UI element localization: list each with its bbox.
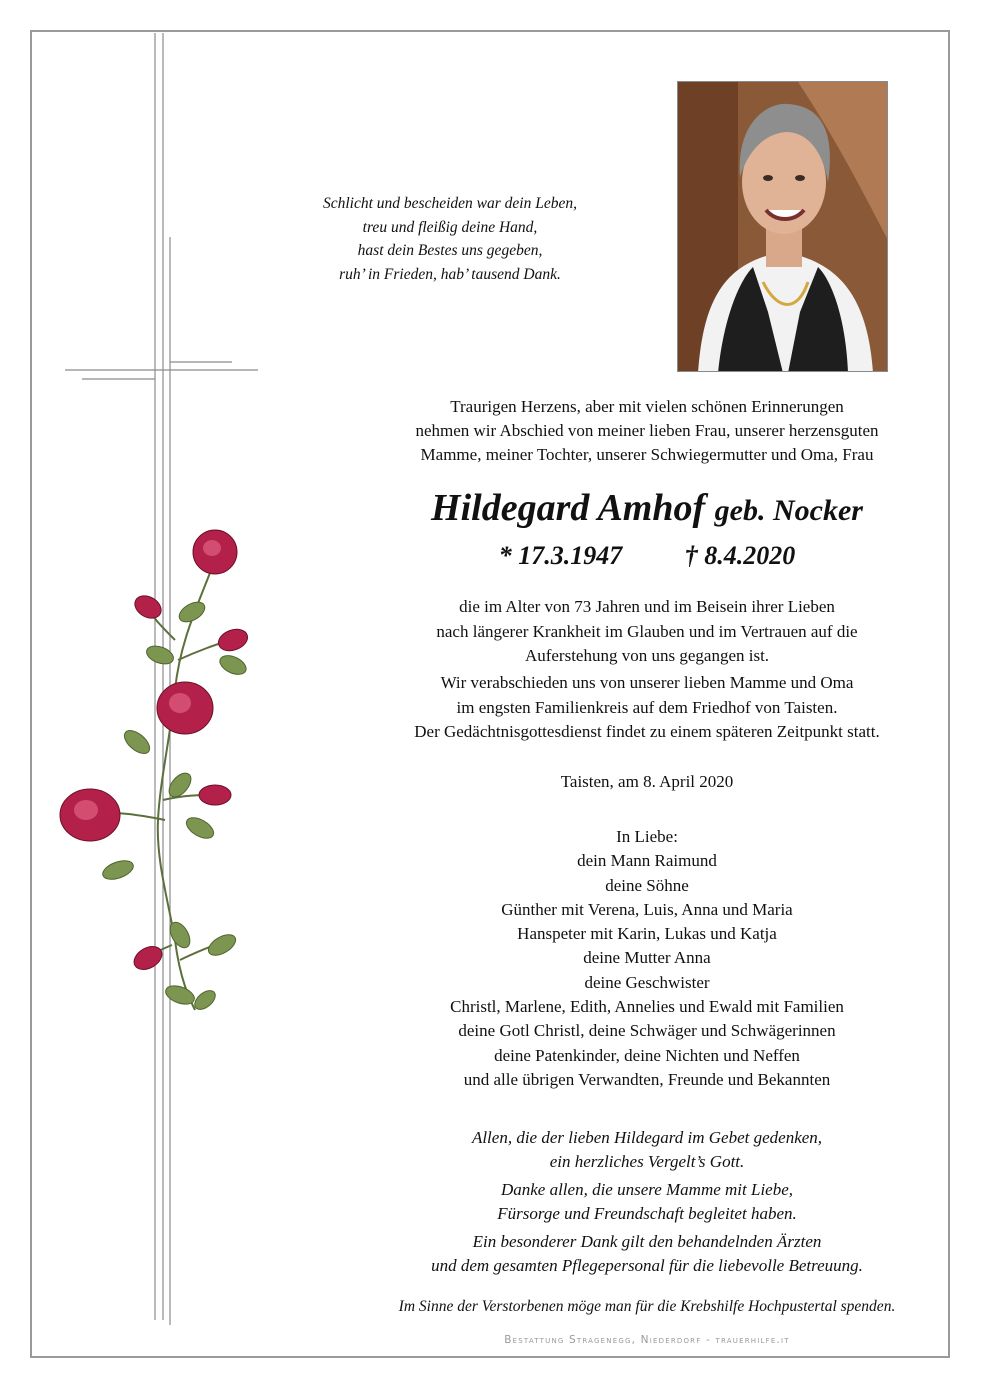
announcement-line: nach längerer Krankheit im Glauben und im Vertrauen auf die [436,621,858,641]
intro-line: nehmen wir Abschied von meiner lieben Frau, unserer herzensguten [415,421,879,440]
thanks-line: Fürsorge und Freundschaft begleitet haben. [497,1204,797,1223]
death-date: † 8.4.2020 [684,541,796,570]
funeral-line: Wir verabschieden uns von unserer lieben Mamme und Oma [440,673,854,692]
announcement-text [300,595,982,669]
family-line: und alle übrigen Verwandten, Freunde und Bekannten [463,1069,831,1089]
family-line: dein Mann Raimund [577,851,717,871]
family-line: deine Söhne [605,875,689,895]
funeral-line: im engsten Familienkreis auf dem Friedhof von Taisten. [456,697,838,717]
poem-line: treu und fleißig deine Hand, [362,218,538,236]
place-date: Taisten, am 8. April 2020 [560,772,734,791]
intro-line: Mamme, meiner Tochter, unserer Schwiegermutter und Oma, Frau [420,445,874,464]
thanks-paragraph [300,1178,982,1226]
family-line: Günther mit Verena, Luis, Anna und Maria [501,899,793,919]
thanks-line: Danke allen, die unsere Mamme mit Liebe, [500,1180,794,1199]
family-line: deine Patenkinder, deine Nichten und Neffen [494,1045,800,1065]
poem-line: ruh’ in Frieden, hab’ tausend Dank. [339,265,561,283]
deceased-full-name: Hildegard Amhof [431,487,706,529]
family-list [300,825,982,1092]
announcement-line: Auferstehung von uns gegangen ist. [524,646,770,665]
family-line: deine Mutter Anna [583,948,711,968]
thanks-paragraph [300,1126,982,1174]
announcement-line: die im Alter von 73 Jahren und im Beisein ihrer Lieben [459,597,835,616]
funeral-home-footer: Bestattung Stragenegg, Niederdorf - trauerhilfe.it [504,1334,790,1346]
thanks-paragraph [300,1230,982,1278]
poem [300,192,600,286]
family-line: deine Gotl Christl, deine Schwäger und Schwägerinnen [458,1021,836,1041]
thanks-line: Allen, die der lieben Hildegard im Gebet gedenken, [471,1128,823,1147]
life-dates [300,538,982,574]
poem-line: Schlicht und bescheiden war dein Leben, [323,195,577,212]
deceased-name [300,486,982,533]
portrait-photo [677,81,888,372]
donation-note: Im Sinne der Verstorbenen möge man für die Krebshilfe Hochpustertal spenden. [398,1298,896,1315]
thanks-line: ein herzliches Vergelt’s Gott. [549,1152,745,1171]
birth-name: geb. Nocker [714,494,863,527]
intro-text [300,395,982,467]
poem-line: hast dein Bestes uns gegeben, [357,242,543,259]
family-line: Hanspeter mit Karin, Lukas und Katja [517,924,777,944]
thanks-line: und dem gesamten Pflegepersonal für die liebevolle Betreuung. [431,1256,863,1275]
thanks-line: Ein besonderer Dank gilt den behandelnden Ärzten [472,1232,822,1251]
family-line: Christl, Marlene, Edith, Annelies und Ewald mit Familien [450,997,844,1017]
intro-line: Traurigen Herzens, aber mit vielen schönen Erinnerungen [450,397,844,416]
funeral-line: Der Gedächtnisgottesdienst findet zu einem späteren Zeitpunkt statt. [414,722,880,741]
family-line: deine Geschwister [584,972,710,992]
thanks-text [300,1126,982,1282]
birth-date: * 17.3.1947 [498,541,623,570]
funeral-text [300,671,982,745]
family-line: In Liebe: [616,827,678,846]
